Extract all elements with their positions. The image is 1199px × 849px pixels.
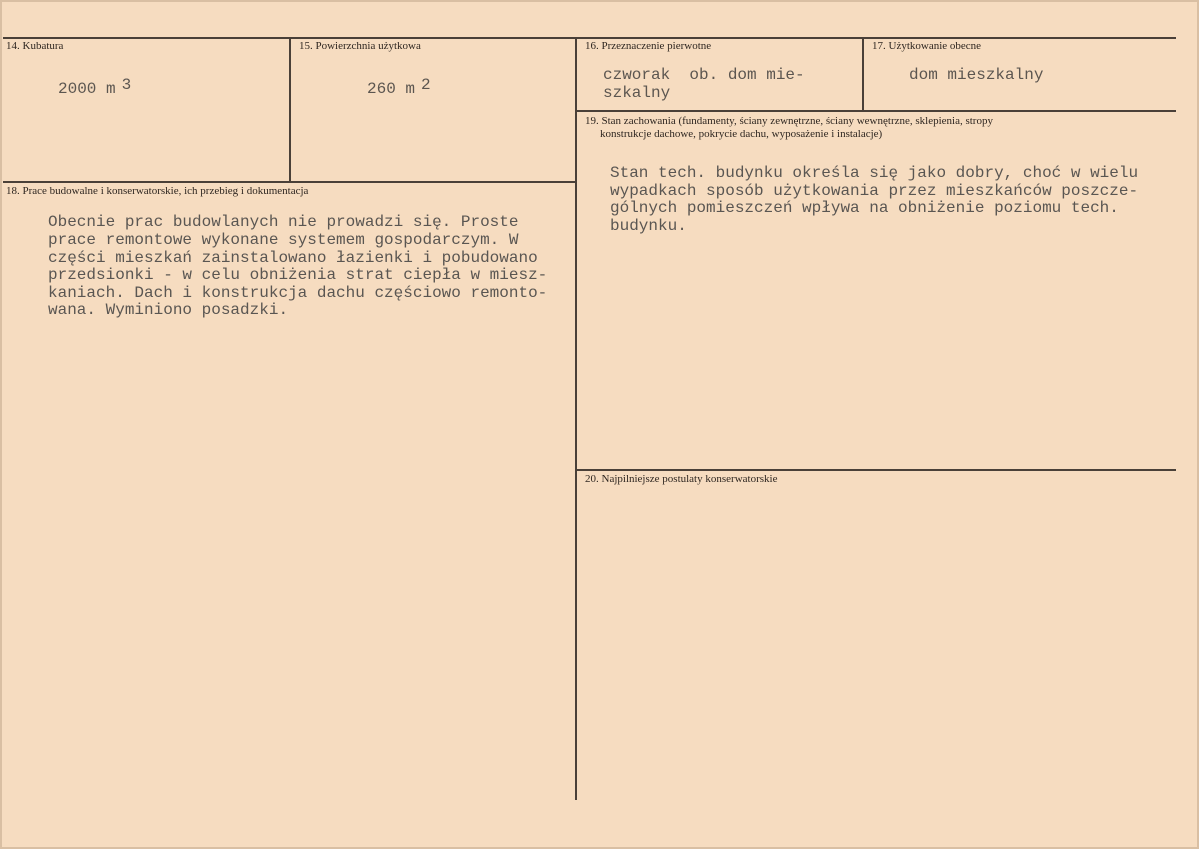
center-divider [575, 38, 577, 800]
field-19-line-4: budynku. [610, 217, 687, 235]
field-16-line-1: czworak ob. dom mie- [603, 66, 805, 84]
field-19-line-2: wypadkach sposób użytkowania przez mieszkańców poszcze- [610, 182, 1139, 200]
rule-above-19 [577, 110, 1176, 112]
field-16-label: 16. Przeznaczenie pierwotne [585, 40, 712, 52]
field-18-line-1: Obecnie prac budowlanych nie prowadzi się. Proste [48, 213, 519, 231]
field-18-line-6: wana. Wyminiono posadzki. [48, 301, 289, 319]
rule-above-18 [3, 181, 577, 183]
field-17-label: 17. Użytkowanie obecne [872, 40, 982, 52]
divider-14-15 [289, 38, 291, 181]
field-17-value: dom mieszkalny [909, 66, 1044, 84]
field-18-line-4: przedsionki - w celu obniżenia strat ciepła w miesz- [48, 266, 548, 284]
field-15-label: 15. Powierzchnia użytkowa [299, 40, 421, 52]
kubatura-value: 2000 m [58, 80, 116, 98]
field-19-label-line-2: konstrukcje dachowe, pokrycie dachu, wyposażenie i instalacje) [600, 128, 883, 140]
field-19-line-3: gólnych pomieszczeń wpływa na obniżenie poziomu tech. [610, 199, 1119, 217]
powierzchnia-unit-exponent: 2 [421, 76, 431, 94]
powierzchnia-value: 260 m [367, 80, 416, 98]
field-19-line-1: Stan tech. budynku określa się jako dobry, choć w wielu [610, 164, 1139, 182]
field-18-line-2: prace remontowe wykonane systemem gospodarczym. W [48, 231, 519, 249]
field-14-value [58, 76, 132, 98]
field-18-line-5: kaniach. Dach i konstrukcja dachu częściowo remonto- [48, 284, 548, 302]
field-16-line-2: szkalny [603, 84, 671, 102]
divider-16-17 [862, 38, 864, 110]
field-20-label: 20. Najpilniejsze postulaty konserwatorskie [585, 473, 778, 485]
field-15-value [367, 76, 431, 98]
top-rule [3, 37, 1176, 39]
rule-above-20 [577, 469, 1176, 471]
field-19-label-line-1: 19. Stan zachowania (fundamenty, ściany zewnętrzne, ściany wewnętrzne, sklepienia, stropy [585, 115, 993, 127]
field-18-line-3: części mieszkań zainstalowano łazienki i pobudowano [48, 249, 538, 267]
kubatura-unit-exponent: 3 [121, 76, 132, 94]
field-14-label: 14. Kubatura [6, 40, 64, 52]
field-18-label: 18. Prace budowalne i konserwatorskie, ich przebieg i dokumentacja [6, 185, 309, 197]
